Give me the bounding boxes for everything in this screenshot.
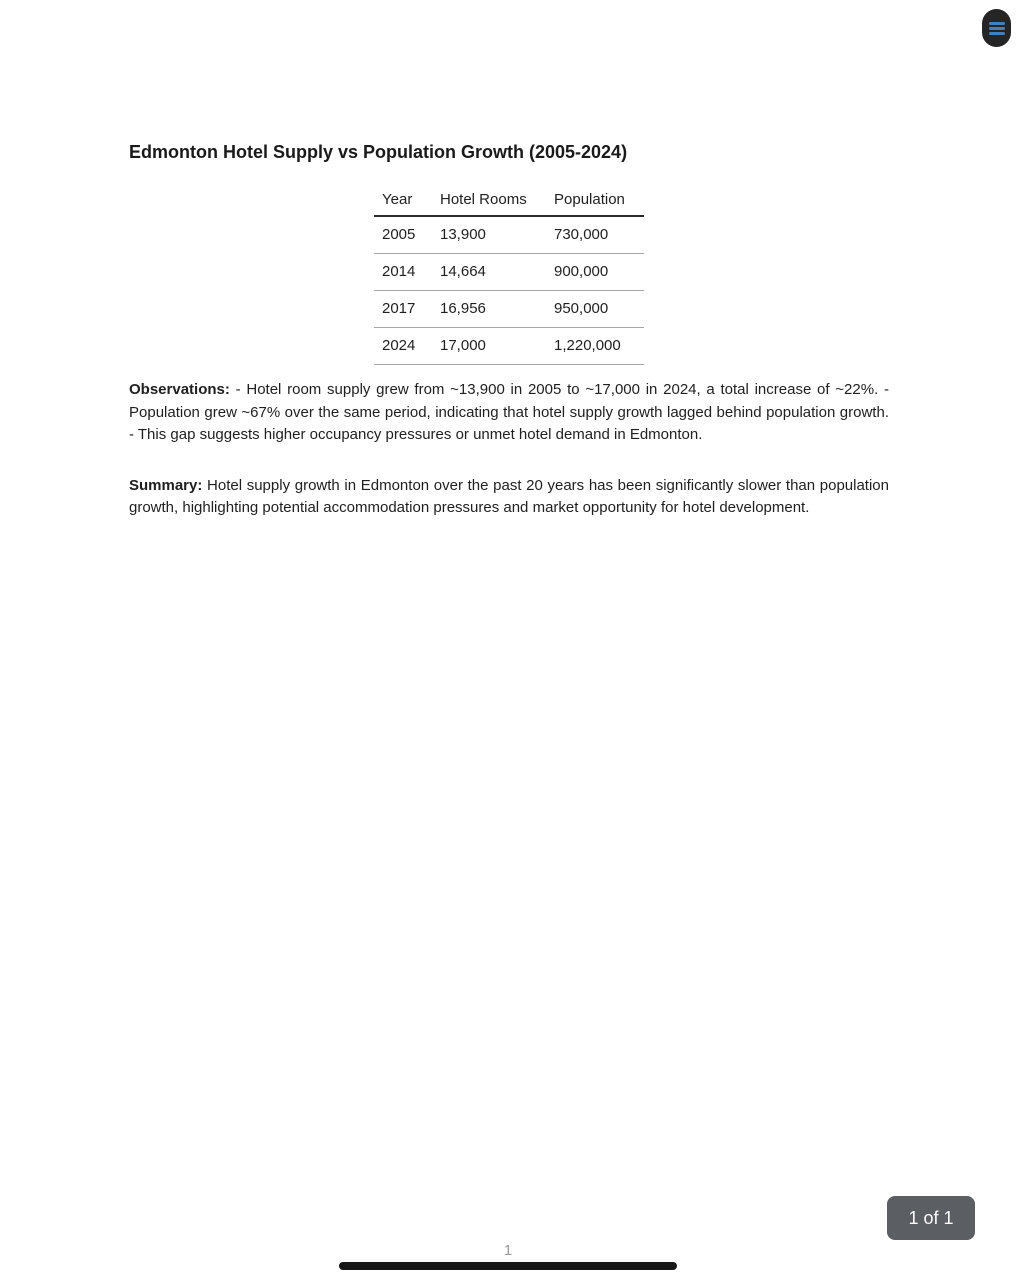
- page-count-label: 1 of 1: [908, 1207, 954, 1228]
- horizontal-scrollbar-thumb[interactable]: [339, 1262, 677, 1270]
- hamburger-icon: [989, 22, 1005, 35]
- table-header-year: Year: [374, 185, 432, 216]
- table-cell-population: 900,000: [546, 254, 644, 291]
- document-title: Edmonton Hotel Supply vs Population Growth (2005-2024): [129, 142, 628, 162]
- table-cell-hotel-rooms: 14,664: [432, 254, 546, 291]
- table-cell-hotel-rooms: 16,956: [432, 291, 546, 328]
- table-cell-hotel-rooms: 17,000: [432, 328, 546, 365]
- table-row: [374, 291, 644, 328]
- summary-text: Hotel supply growth in Edmonton over the past 20 years has been significantly slower than population growth, highlighting potential accommodation pressures and market opportunity for hotel development.: [129, 476, 889, 516]
- table-header-row: [374, 185, 644, 216]
- table-container: [129, 185, 889, 365]
- table-cell-year: 2024: [374, 328, 432, 365]
- menu-button[interactable]: [982, 9, 1011, 47]
- table-cell-population: 950,000: [546, 291, 644, 328]
- table-row: [374, 254, 644, 291]
- table-cell-population: 730,000: [546, 216, 644, 254]
- table-cell-year: 2017: [374, 291, 432, 328]
- observations-label: Observations:: [129, 381, 230, 398]
- table-cell-year: 2005: [374, 216, 432, 254]
- observations-text: - Hotel room supply grew from ~13,900 in 2005 to ~17,000 in 2024, a total increase of ~22%. - Population grew ~67% over the same period, indicating that hotel supply growth lagged behind population growth. - This gap suggests higher occupancy pressures or unmet hotel demand in Edmonton.: [129, 381, 889, 443]
- table-cell-hotel-rooms: 13,900: [432, 216, 546, 254]
- summary-label: Summary:: [129, 476, 203, 494]
- table-row: [374, 328, 644, 365]
- data-table: [374, 185, 644, 365]
- document-page: [129, 141, 889, 520]
- page-count-badge: [887, 1196, 975, 1240]
- table-header-hotel-rooms: Hotel Rooms: [432, 185, 546, 216]
- table-cell-year: 2014: [374, 254, 432, 291]
- table-cell-population: 1,220,000: [546, 328, 644, 365]
- observations-paragraph: [129, 379, 889, 447]
- page-number-label: 1: [503, 1242, 513, 1259]
- table-header-population: Population: [546, 185, 644, 216]
- summary-paragraph: [129, 475, 889, 520]
- table-row: [374, 216, 644, 254]
